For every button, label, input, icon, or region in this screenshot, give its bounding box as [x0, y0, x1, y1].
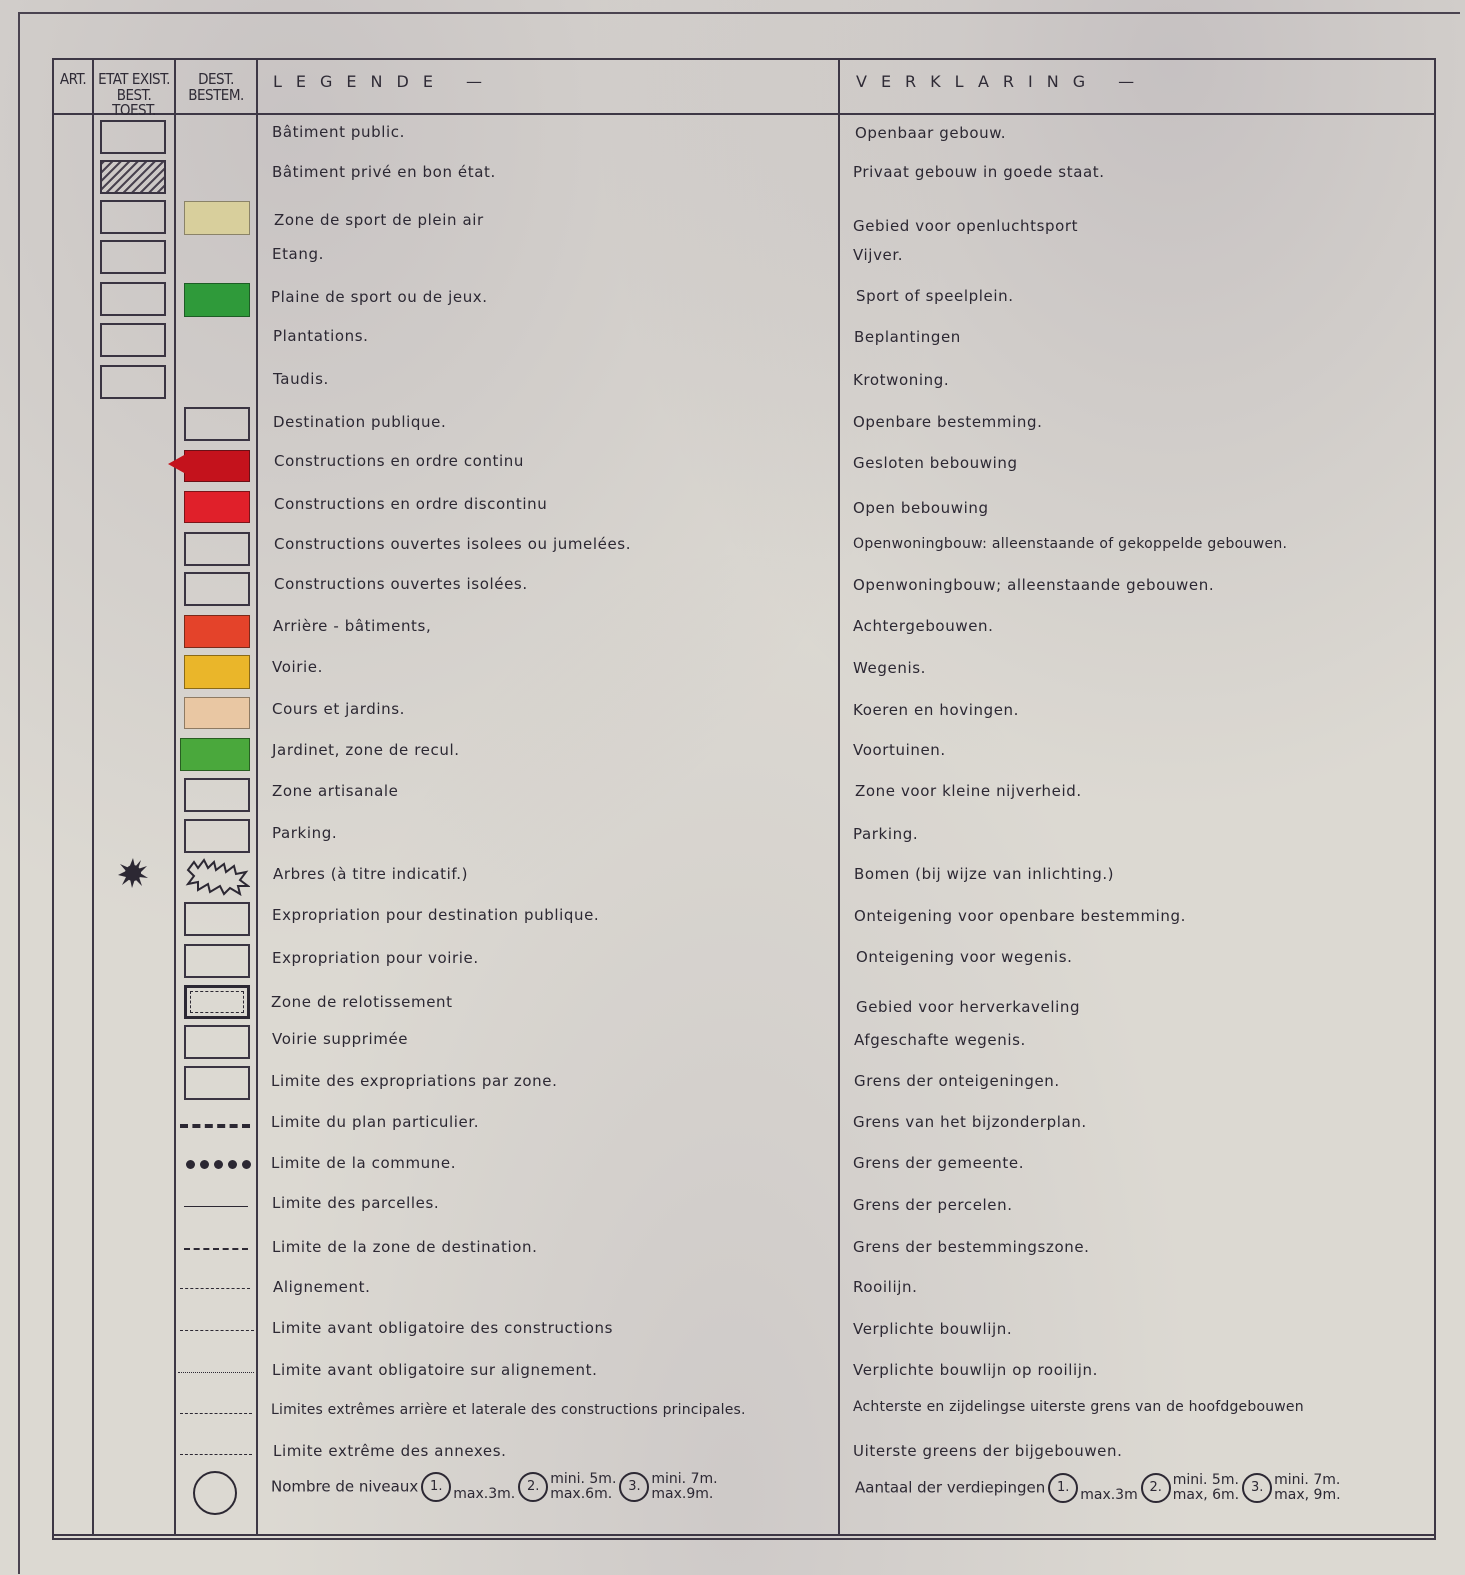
legend-fr-row: Limite de la commune.	[271, 1154, 457, 1172]
legend-fr-row: Cours et jardins.	[272, 700, 406, 718]
etat-symbol-public	[100, 120, 166, 154]
line-plan-particulier	[180, 1124, 250, 1128]
legend-nl-row: Openwoningbouw: alleenstaande of gekoppelde gebouwen.	[853, 536, 1288, 552]
dest-symbol-zone-artisanale	[184, 778, 250, 812]
legend-fr-row: Arrière - bâtiments,	[273, 617, 432, 635]
legend-table	[52, 58, 1436, 1540]
legend-nl-row: Openwoningbouw; alleenstaande gebouwen.	[853, 576, 1215, 594]
red-flag-mark	[168, 454, 186, 474]
legend-nl-row: Vijver.	[853, 246, 904, 264]
legend-fr-row: Alignement.	[273, 1278, 371, 1296]
legend-fr-row: Limite du plan particulier.	[271, 1113, 480, 1131]
legend-nl-row: Parking.	[853, 825, 919, 843]
legend-nl-row: Zone voor kleine nijverheid.	[855, 782, 1082, 800]
column-divider-dest	[256, 58, 258, 1536]
line-limite-annexes	[180, 1454, 252, 1455]
legend-fr-row: Limite avant obligatoire sur alignement.	[272, 1361, 598, 1379]
header-verklaring: VERKLARING —	[856, 72, 1149, 91]
legend-fr-row: Voirie.	[272, 658, 323, 676]
levels-fr-label: Nombre de niveaux	[271, 1477, 419, 1496]
legend-nl-row: Koeren en hovingen.	[853, 701, 1019, 719]
dest-symbol-expropriation-voirie	[184, 944, 250, 978]
header-bestem: BESTEM.	[188, 86, 244, 104]
dest-symbol-isolees-jumelees	[184, 532, 250, 566]
level-2-max: max.6m.	[550, 1486, 613, 1502]
line-commune-dots	[186, 1160, 251, 1169]
legend-fr-row: Limite de la zone de destination.	[272, 1238, 538, 1256]
legend-fr-row: Jardinet, zone de recul.	[272, 741, 460, 759]
dest-symbol-voirie-supprimee	[184, 1025, 250, 1059]
level-2-min: mini. 5m.	[550, 1471, 617, 1487]
legend-nl-row: Wegenis.	[853, 659, 926, 677]
column-divider-art	[92, 58, 94, 1536]
legend-fr-row: Plaine de sport ou de jeux.	[271, 288, 488, 306]
dest-symbol-parking	[184, 819, 250, 853]
legend-nl-row: Sport of speelplein.	[856, 287, 1014, 305]
legend-nl-row: Onteigening voor openbare bestemming.	[854, 907, 1187, 925]
legend-nl-row: Grens der bestemmingszone.	[853, 1238, 1090, 1256]
legend-nl-row: Privaat gebouw in goede staat.	[853, 163, 1105, 181]
legend-nl-row: Afgeschafte wegenis.	[854, 1031, 1026, 1049]
legend-fr-row: Limite des parcelles.	[272, 1194, 440, 1212]
etat-symbol-plaine	[100, 282, 166, 316]
legend-nl-row: Beplantingen	[854, 328, 961, 346]
legend-nl-row: Grens der gemeente.	[853, 1154, 1025, 1172]
etat-symbol-sport	[100, 200, 166, 234]
legend-nl-row: Gebied voor herverkaveling	[856, 998, 1081, 1016]
dest-symbol-expropriation-publique	[184, 902, 250, 936]
legend-nl-row: Openbaar gebouw.	[855, 124, 1007, 142]
line-parcelles	[184, 1206, 248, 1207]
level-3-max: max.9m.	[651, 1486, 714, 1502]
level-3-min: mini. 7m.	[1274, 1472, 1341, 1488]
legend-fr-row: Limites extrêmes arrière et laterale des constructions principales.	[271, 1402, 746, 1418]
legend-nl-row: Openbare bestemming.	[853, 413, 1043, 431]
legend-nl-row: Verplichte bouwlijn op rooilijn.	[853, 1361, 1099, 1379]
dest-symbol-limite-expropriations	[184, 1066, 250, 1100]
level-3-circle: 3.	[1242, 1473, 1272, 1503]
level-2-circle: 2.	[518, 1472, 548, 1502]
dest-swatch-jardinet	[180, 738, 250, 771]
legend-nl-row: Grens der percelen.	[853, 1196, 1013, 1214]
legend-fr-row: Limite avant obligatoire des constructions	[272, 1319, 614, 1337]
legend-nl-row: Voortuinen.	[853, 741, 946, 759]
level-3-min: mini. 7m.	[651, 1471, 718, 1487]
header-best-toest: BEST. TOEST.	[112, 86, 156, 119]
column-divider-etat	[174, 58, 176, 1536]
legend-fr-row: Expropriation pour destination publique.	[272, 906, 600, 924]
line-limite-avant-alignement	[178, 1372, 254, 1373]
legend-nl-row: Gesloten bebouwing	[853, 454, 1018, 472]
legend-fr-row: Etang.	[272, 245, 324, 263]
level-1-max: max.3m	[1080, 1487, 1138, 1503]
tree-existing-icon	[116, 856, 150, 890]
level-1-max: max.3m.	[453, 1486, 516, 1502]
line-alignement	[180, 1288, 250, 1289]
levels-fr	[271, 1472, 718, 1502]
header-art: ART.	[59, 70, 87, 88]
dest-swatch-plaine-sport	[184, 283, 250, 317]
level-2-min: mini. 5m.	[1172, 1472, 1239, 1488]
dest-swatch-sport-plein-air	[184, 201, 250, 235]
legend-nl-row: Bomen (bij wijze van inlichting.)	[854, 865, 1115, 883]
footer-divider	[52, 1534, 1434, 1536]
header-etat-exist: ETAT EXIST.	[98, 70, 170, 88]
legend-fr-row: Voirie supprimée	[272, 1030, 409, 1048]
legend-fr-row: Limite extrême des annexes.	[273, 1442, 507, 1460]
legend-nl-row: Achterste en zijdelingse uiterste grens van de hoofdgebouwen	[853, 1399, 1304, 1415]
legend-fr-row: Zone de sport de plein air	[274, 211, 484, 229]
legend-nl-row: Achtergebouwen.	[853, 617, 994, 635]
dest-swatch-arriere-batiments	[184, 615, 250, 648]
etat-symbol-etang	[100, 240, 166, 274]
legend-nl-row: Krotwoning.	[853, 371, 950, 389]
legend-nl-row: Rooilijn.	[853, 1278, 918, 1296]
level-1-circle: 1.	[421, 1472, 451, 1502]
legend-fr-row: Parking.	[272, 824, 338, 842]
legend-fr-row: Taudis.	[273, 370, 329, 388]
level-1-circle: 1.	[1048, 1473, 1078, 1503]
legend-fr-row: Limite des expropriations par zone.	[271, 1072, 558, 1090]
legend-fr-row: Constructions ouvertes isolées.	[274, 575, 528, 593]
tree-outline-icon	[184, 856, 250, 896]
dest-swatch-ordre-discontinu	[184, 491, 250, 523]
header-legende: LEGENDE —	[273, 72, 497, 91]
legend-fr-row: Expropriation pour voirie.	[272, 949, 479, 967]
legend-nl-row: Grens der onteigeningen.	[854, 1072, 1060, 1090]
legend-fr-row: Constructions en ordre continu	[274, 452, 525, 470]
legend-nl-row: Onteigening voor wegenis.	[856, 948, 1073, 966]
dest-symbol-destination-publique	[184, 407, 250, 441]
column-divider-legende	[838, 58, 840, 1536]
level-3-circle: 3.	[619, 1472, 649, 1502]
level-2-circle: 2.	[1141, 1473, 1171, 1503]
dest-swatch-voirie	[184, 655, 250, 689]
legend-fr-row: Bâtiment privé en bon état.	[272, 163, 496, 181]
level-2-max: max, 6m.	[1172, 1487, 1240, 1503]
level-3-max: max, 9m.	[1274, 1487, 1341, 1503]
legend-fr-row: Arbres (à titre indicatif.)	[273, 865, 469, 883]
header-divider	[52, 113, 1434, 115]
levels-circle-symbol	[193, 1471, 237, 1515]
legend-fr-row: Zone artisanale	[272, 782, 399, 800]
legend-fr-row: Destination publique.	[273, 413, 447, 431]
levels-nl	[855, 1473, 1341, 1503]
legend-nl-row: Uiterste greens der bijgebouwen.	[853, 1442, 1123, 1460]
header-dest: DEST.	[198, 70, 234, 88]
dest-swatch-cours-jardins	[184, 697, 250, 729]
etat-symbol-prive	[100, 160, 166, 194]
line-limites-extremes	[180, 1413, 252, 1414]
legend-fr-row: Constructions en ordre discontinu	[274, 495, 548, 513]
legend-fr-row: Zone de relotissement	[271, 993, 453, 1011]
dest-symbol-relotissement	[184, 985, 250, 1019]
etat-symbol-plantations	[100, 323, 166, 357]
legend-fr-row: Bâtiment public.	[272, 123, 406, 141]
legend-fr-row: Constructions ouvertes isolees ou jumelées.	[274, 535, 632, 553]
levels-nl-label: Aantaal der verdiepingen	[855, 1478, 1046, 1497]
dest-symbol-isolees	[184, 572, 250, 606]
dest-swatch-ordre-continu	[184, 450, 250, 482]
etat-symbol-taudis	[100, 365, 166, 399]
legend-nl-row: Gebied voor openluchtsport	[853, 217, 1079, 235]
line-limite-avant-constructions	[180, 1330, 254, 1331]
legend-nl-row: Open bebouwing	[853, 499, 989, 517]
legend-fr-row: Plantations.	[273, 327, 369, 345]
legend-nl-row: Verplichte bouwlijn.	[853, 1320, 1013, 1338]
legend-nl-row: Grens van het bijzonderplan.	[853, 1113, 1087, 1131]
line-zone-destination	[184, 1248, 248, 1250]
